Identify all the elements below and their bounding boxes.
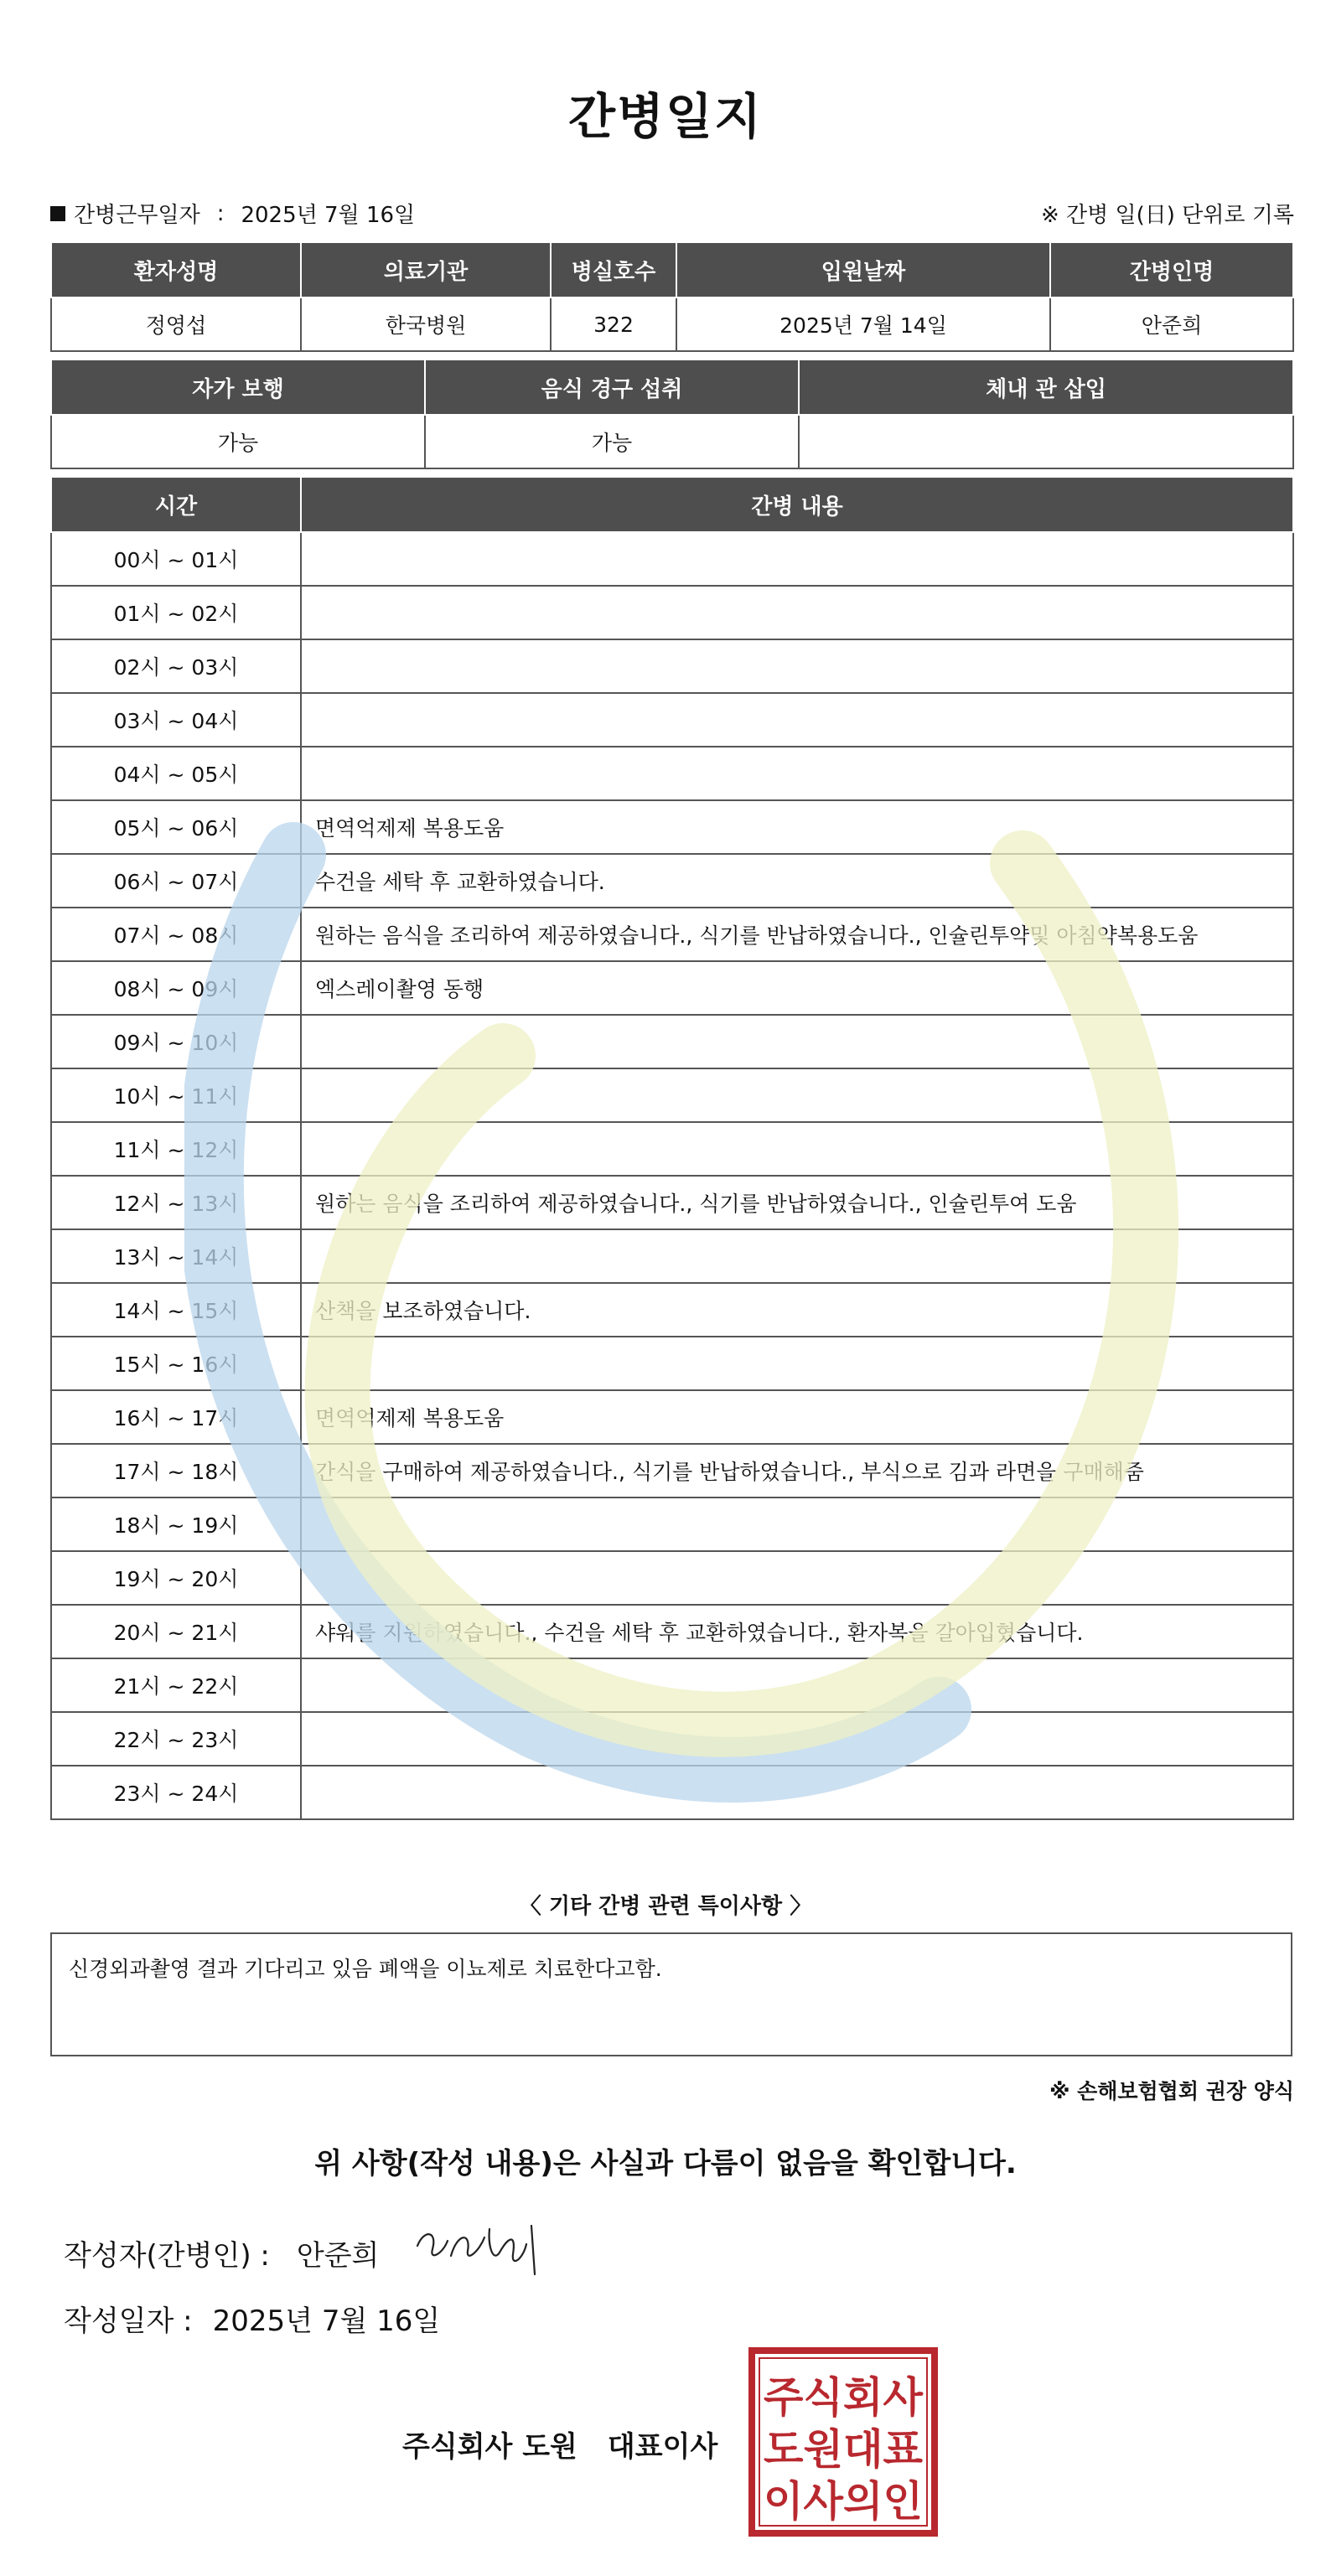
care-log-body: [51, 532, 1293, 1819]
log-content: 엑스레이촬영 동행: [301, 961, 1293, 1015]
log-time: 20시 ~ 21시: [51, 1605, 301, 1658]
log-time: 10시 ~ 11시: [51, 1068, 301, 1122]
log-time: 01시 ~ 02시: [51, 586, 301, 639]
log-row: [51, 961, 1293, 1015]
header-care-content: 간병 내용: [301, 477, 1293, 532]
header-room: 병실호수: [551, 242, 676, 297]
log-row: [51, 1444, 1293, 1497]
written-date-value: 2025년 7월 16일: [212, 2304, 441, 2338]
header-admission-date: 입원날짜: [676, 242, 1050, 297]
log-time: 19시 ~ 20시: [51, 1551, 301, 1605]
log-time: 23시 ~ 24시: [51, 1766, 301, 1819]
special-notes-heading: 〈 기타 간병 관련 특이사항 〉: [519, 1894, 812, 1919]
log-row: [51, 1176, 1293, 1229]
log-content: 면역억제제 복용도움: [301, 800, 1293, 854]
oral-intake-value: 가능: [425, 415, 799, 468]
header-patient-name: 환자성명: [51, 242, 301, 297]
written-date-line: [64, 2298, 440, 2339]
work-date: [50, 198, 415, 229]
document-title: 간병일지: [567, 88, 764, 145]
log-time: 04시 ~ 05시: [51, 747, 301, 800]
writer-line: [64, 2232, 379, 2273]
log-time: 16시 ~ 17시: [51, 1390, 301, 1444]
work-date-value: 2025년 7월 16일: [241, 203, 416, 228]
self-walk-value: 가능: [51, 415, 425, 468]
tube-insertion-value: [799, 415, 1293, 468]
log-row: [51, 1229, 1293, 1283]
log-row: [51, 532, 1293, 586]
log-content: [301, 1068, 1293, 1122]
log-time: 13시 ~ 14시: [51, 1229, 301, 1283]
log-row: [51, 1390, 1293, 1444]
log-content: [301, 639, 1293, 693]
written-date-label: 작성일자 :: [64, 2304, 193, 2338]
log-time: 21시 ~ 22시: [51, 1658, 301, 1712]
header-oral-intake: 음식 경구 섭취: [425, 360, 799, 415]
special-notes-text: 신경외과촬영 결과 기다리고 있음 폐액을 이뇨제로 치료한다고함.: [69, 1957, 662, 1981]
square-bullet-icon: [50, 206, 65, 221]
log-content: 원하는 음식을 조리하여 제공하였습니다., 식기를 반납하였습니다., 인슐린투여 도움: [301, 1176, 1293, 1229]
seal-line-1: 주식회사: [764, 2373, 924, 2422]
log-row: [51, 908, 1293, 961]
log-content: [301, 1122, 1293, 1176]
log-time: 18시 ~ 19시: [51, 1497, 301, 1551]
log-time: 07시 ~ 08시: [51, 908, 301, 961]
log-content: 수건을 세탁 후 교환하였습니다.: [301, 854, 1293, 908]
room-number: 322: [551, 297, 676, 351]
work-date-label: 간병근무일자: [74, 203, 200, 228]
log-row: [51, 1551, 1293, 1605]
log-content: [301, 1015, 1293, 1068]
log-time: 12시 ~ 13시: [51, 1176, 301, 1229]
log-content: 간식을 구매하여 제공하였습니다., 식기를 반납하였습니다., 부식으로 김과 라면을 구매해줌: [301, 1444, 1293, 1497]
log-row: [51, 1712, 1293, 1766]
log-row: [51, 1497, 1293, 1551]
log-row: [51, 1283, 1293, 1337]
log-content: 산책을 보조하였습니다.: [301, 1283, 1293, 1337]
work-date-sep: :: [216, 200, 225, 226]
recommend-note: ※ 손해보험협회 권장 양식: [1049, 2079, 1294, 2103]
log-time: 03시 ~ 04시: [51, 693, 301, 747]
company-name: 주식회사 도원: [402, 2430, 577, 2464]
admission-date: 2025년 7월 14일: [676, 297, 1050, 351]
log-content: [301, 747, 1293, 800]
log-content: [301, 1497, 1293, 1551]
patient-status-table: [50, 359, 1294, 469]
log-content: [301, 1712, 1293, 1766]
log-time: 15시 ~ 16시: [51, 1337, 301, 1390]
seal-line-3: 이사의인: [764, 2477, 923, 2526]
header-caregiver-name: 간병인명: [1050, 242, 1293, 297]
company-seal: [748, 2346, 939, 2537]
confirm-statement: 위 사항(작성 내용)은 사실과 다름이 없음을 확인합니다.: [314, 2147, 1017, 2180]
log-content: [301, 693, 1293, 747]
log-row: [51, 1068, 1293, 1122]
log-row: [51, 586, 1293, 639]
log-row: [51, 639, 1293, 693]
log-time: 06시 ~ 07시: [51, 854, 301, 908]
log-row: [51, 1766, 1293, 1819]
patient-name: 정영섭: [51, 297, 301, 351]
log-content: [301, 1658, 1293, 1712]
log-row: [51, 854, 1293, 908]
log-time: 17시 ~ 18시: [51, 1444, 301, 1497]
care-log-table: [50, 476, 1294, 1820]
handwritten-signature: [409, 2212, 552, 2279]
log-row: [51, 693, 1293, 747]
log-row: [51, 800, 1293, 854]
log-time: 09시 ~ 10시: [51, 1015, 301, 1068]
writer-name: 안준희: [296, 2239, 380, 2273]
hospital: 한국병원: [301, 297, 551, 351]
log-content: 샤워를 지원하였습니다., 수건을 세탁 후 교환하였습니다., 환자복을 갈아입혔습니다.: [301, 1605, 1293, 1658]
log-time: 11시 ~ 12시: [51, 1122, 301, 1176]
log-content: [301, 1229, 1293, 1283]
log-content: [301, 1551, 1293, 1605]
patient-info-table: [50, 241, 1294, 352]
log-content: [301, 532, 1293, 586]
company-title: 대표이사: [607, 2430, 718, 2464]
log-content: 원하는 음식을 조리하여 제공하였습니다., 식기를 반납하였습니다., 인슐린투약및 아침약복용도움: [301, 908, 1293, 961]
header-self-walk: 자가 보행: [51, 360, 425, 415]
writer-label: 작성자(간병인) :: [64, 2239, 270, 2273]
log-time: 08시 ~ 09시: [51, 961, 301, 1015]
log-row: [51, 1658, 1293, 1712]
seal-line-2: 도원대표: [764, 2425, 924, 2474]
caregiver-name: 안준희: [1050, 297, 1293, 351]
log-content: [301, 1337, 1293, 1390]
company-line: [402, 2423, 717, 2465]
log-time: 22시 ~ 23시: [51, 1712, 301, 1766]
log-content: [301, 1766, 1293, 1819]
special-notes-box: [50, 1932, 1292, 2056]
log-content: 면역억제제 복용도움: [301, 1390, 1293, 1444]
log-row: [51, 1605, 1293, 1658]
header-time: 시간: [51, 477, 301, 532]
log-time: 14시 ~ 15시: [51, 1283, 301, 1337]
log-row: [51, 1122, 1293, 1176]
unit-note: ※ 간병 일(日) 단위로 기록: [1040, 203, 1294, 228]
log-time: 05시 ~ 06시: [51, 800, 301, 854]
log-time: 02시 ~ 03시: [51, 639, 301, 693]
log-row: [51, 747, 1293, 800]
log-row: [51, 1015, 1293, 1068]
header-hospital: 의료기관: [301, 242, 551, 297]
log-content: [301, 586, 1293, 639]
log-time: 00시 ~ 01시: [51, 532, 301, 586]
header-tube-insertion: 체내 관 삽입: [799, 360, 1293, 415]
log-row: [51, 1337, 1293, 1390]
